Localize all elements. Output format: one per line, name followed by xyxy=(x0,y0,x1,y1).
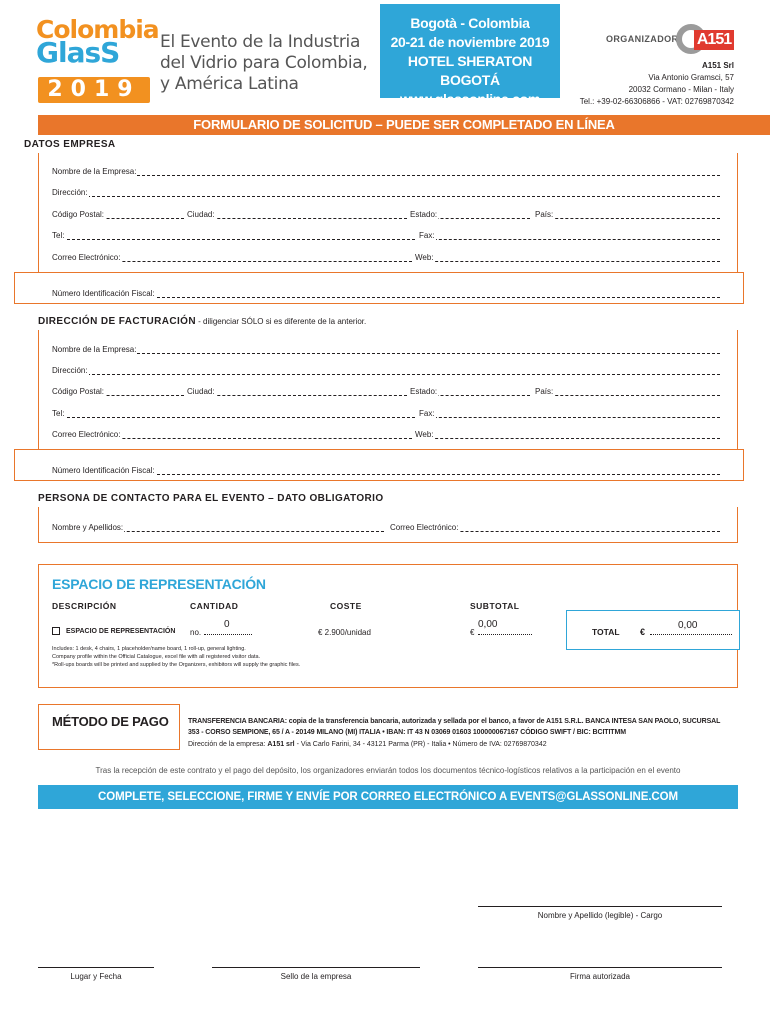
signature-line-nombre[interactable] xyxy=(478,906,722,907)
espacio-item-label: ESPACIO DE REPRESENTACIÓN xyxy=(66,627,176,635)
cta-bar: COMPLETE, SELECCIONE, FIRME Y ENVÍE POR CORREO ELECTRÓNICO A EVENTS@GLASSONLINE.COM xyxy=(38,785,738,809)
empresa-estado-field[interactable] xyxy=(410,209,530,220)
coste-value: € 2.900/unidad xyxy=(318,628,371,637)
contacto-nombre-label: Nombre y Apellidos: xyxy=(52,523,124,532)
signature-line-lugar[interactable] xyxy=(38,967,154,968)
signature-line-sello[interactable] xyxy=(212,967,420,968)
event-website[interactable]: www.glassonline.com xyxy=(399,91,541,107)
contacto-correo-label: Correo Electrónico: xyxy=(390,523,459,532)
factura-pais-field[interactable] xyxy=(535,386,720,397)
factura-codigo-postal-label: Código Postal: xyxy=(52,387,105,396)
factura-direccion-label: Dirección: xyxy=(52,366,88,375)
tagline-line-1: El Evento de la Industria xyxy=(160,32,361,52)
factura-tel-label: Tel: xyxy=(52,409,65,418)
signature-label-lugar: Lugar y Fecha xyxy=(70,972,122,981)
signature-label-firma: Firma autorizada xyxy=(569,972,631,981)
section-label-contacto: PERSONA DE CONTACTO PARA EL EVENTO – DATO OBLIGATORIO xyxy=(38,493,384,504)
colombia-glass-logo xyxy=(36,15,159,105)
event-venue: HOTEL SHERATON BOGOTÁ xyxy=(407,53,533,88)
factura-nombre-label: Nombre de la Empresa: xyxy=(52,345,137,354)
empresa-ciudad-label: Ciudad: xyxy=(187,210,215,219)
espacio-notes xyxy=(52,645,300,669)
empresa-nif-field[interactable] xyxy=(52,288,720,299)
factura-estado-field[interactable] xyxy=(410,386,530,397)
factura-web-field[interactable] xyxy=(415,429,720,440)
pago-address-rest: - Via Carlo Farini, 34 - 43121 Parma (PR) - Italia • Número de IVA: 02769870342 xyxy=(294,741,547,748)
empresa-fax-field[interactable] xyxy=(419,230,720,241)
col-head-coste: COSTE xyxy=(330,601,362,611)
organizer-info xyxy=(580,60,734,108)
organizer-label: ORGANIZADOR xyxy=(606,34,679,44)
subtotal-value: 0,00 xyxy=(478,619,498,630)
empresa-correo-label: Correo Electrónico: xyxy=(52,253,121,262)
empresa-estado-label: Estado: xyxy=(410,210,438,219)
organizer-address: Via Antonio Gramsci, 57 xyxy=(648,73,734,82)
factura-web-label: Web: xyxy=(415,430,434,439)
col-head-descripcion: DESCRIPCIÓN xyxy=(52,601,117,611)
signature-label-nombre: Nombre y Apellido (legible) - Cargo xyxy=(537,911,663,920)
factura-correo-field[interactable] xyxy=(52,429,412,440)
total-line xyxy=(650,634,732,635)
pago-title: MÉTODO DE PAGO xyxy=(52,714,169,729)
cantidad-input-line[interactable] xyxy=(204,634,252,635)
logo-line-2: GlasS xyxy=(36,36,120,69)
pago-address-company: A151 srl xyxy=(267,741,295,748)
tagline-line-2: del Vidrio para Colombia, xyxy=(160,53,368,73)
factura-estado-label: Estado: xyxy=(410,387,438,396)
a151-logo-text: A151 xyxy=(694,30,734,50)
signature-label-sello: Sello de la empresa xyxy=(280,972,352,981)
espacio-note-1: Includes: 1 desk, 4 chairs, 1 placeholder/name board, 1 roll-up, general lighting. xyxy=(52,646,246,652)
a151-logo xyxy=(676,24,734,54)
form-title-bar: FORMULARIO DE SOLICITUD – PUEDE SER COMPLETADO EN LÍNEA xyxy=(38,115,770,135)
pago-address-prefix: Dirección de la empresa: xyxy=(188,741,268,748)
empresa-correo-field[interactable] xyxy=(52,252,412,263)
facturacion-label: DIRECCIÓN DE FACTURACIÓN xyxy=(38,316,196,327)
empresa-codigo-postal-field[interactable] xyxy=(52,209,184,220)
factura-nif-label: Número Identificación Fiscal: xyxy=(52,466,155,475)
subtotal-currency: € xyxy=(470,628,475,637)
empresa-direccion-field[interactable] xyxy=(52,187,720,198)
cantidad-value[interactable]: 0 xyxy=(224,619,230,630)
empresa-nif-label: Número Identificación Fiscal: xyxy=(52,289,155,298)
contacto-nombre-field[interactable] xyxy=(52,522,384,533)
cantidad-prefix: no. xyxy=(190,628,202,637)
event-city: Bogotà - Colombia xyxy=(410,15,530,31)
factura-tel-field[interactable] xyxy=(52,408,415,419)
factura-fax-field[interactable] xyxy=(419,408,720,419)
empresa-nombre-label: Nombre de la Empresa: xyxy=(52,167,137,176)
total-label: TOTAL xyxy=(592,627,620,637)
tagline-line-3: y América Latina xyxy=(160,74,299,94)
organizer-name: A151 Srl xyxy=(701,61,734,70)
espacio-note-3: *Roll-ups boards will be printed and supplied by the Organizers, exhibitors will supply the graphic files. xyxy=(52,662,301,668)
espacio-note-2: Company profile within the Official Catalogue, excel file with all registered visitor data. xyxy=(52,654,261,660)
empresa-tel-label: Tel: xyxy=(52,231,65,240)
pago-address xyxy=(188,741,547,748)
logo-line-1: Colombia xyxy=(36,15,159,44)
total-value: 0,00 xyxy=(678,620,698,631)
subtotal-line xyxy=(478,634,532,635)
event-dates: 20-21 de noviembre 2019 xyxy=(390,34,550,50)
col-head-subtotal: SUBTOTAL xyxy=(470,601,520,611)
col-head-cantidad: CANTIDAD xyxy=(190,601,239,611)
empresa-codigo-postal-label: Código Postal: xyxy=(52,210,105,219)
empresa-fax-label: Fax: xyxy=(419,231,435,240)
factura-direccion-field[interactable] xyxy=(52,365,720,376)
pago-text: TRANSFERENCIA BANCARIA: copia de la transferencia bancaria, autorizada y sellada por el banco, a favor de A151 S.R.L. BANCA INTESA SAN PAOLO, SUCURSAL 353 - CORSO SEMPIONE, 65 / A - 20149 MILANO (MI) ITALIA • IBAN: IT 43 N 03069 01603 100000067167 CÓDIGO SWIFT / BIC: BCITITMM xyxy=(188,718,721,736)
total-currency: € xyxy=(640,627,646,637)
event-tagline xyxy=(160,32,367,95)
factura-correo-label: Correo Electrónico: xyxy=(52,430,121,439)
section-label-datos-empresa: DATOS EMPRESA xyxy=(24,139,116,150)
after-note: Tras la recepción de este contrato y el pago del depósito, los organizadores enviarán todos los documentos técnico-logísticos relativos a la participación en el evento xyxy=(95,766,681,775)
empresa-pais-field[interactable] xyxy=(535,209,720,220)
empresa-nombre-field[interactable] xyxy=(52,166,720,177)
signature-line-firma[interactable] xyxy=(478,967,722,968)
facturacion-note: - diligenciar SÓLO si es diferente de la anterior. xyxy=(195,317,367,326)
factura-nombre-field[interactable] xyxy=(52,344,720,355)
logo-year: 2019 xyxy=(38,77,150,103)
factura-nif-field[interactable] xyxy=(52,465,720,476)
organizer-contact: Tel.: +39-02-66306866 - VAT: 02769870342 xyxy=(579,97,734,106)
espacio-title: ESPACIO DE REPRESENTACIÓN xyxy=(52,576,266,592)
empresa-ciudad-field[interactable] xyxy=(187,209,407,220)
event-info-box xyxy=(380,4,560,107)
organizer-city: 20032 Cormano - Milan - Italy xyxy=(628,85,734,94)
espacio-item xyxy=(52,627,175,635)
espacio-checkbox[interactable] xyxy=(52,627,60,635)
factura-ciudad-label: Ciudad: xyxy=(187,387,215,396)
factura-codigo-postal-field[interactable] xyxy=(52,386,184,397)
empresa-web-label: Web: xyxy=(415,253,434,262)
factura-ciudad-field[interactable] xyxy=(187,386,407,397)
factura-fax-label: Fax: xyxy=(419,409,435,418)
section-label-facturacion xyxy=(38,316,366,327)
contacto-correo-field[interactable] xyxy=(390,522,720,533)
factura-pais-label: País: xyxy=(535,387,554,396)
empresa-web-field[interactable] xyxy=(415,252,720,263)
empresa-pais-label: País: xyxy=(535,210,554,219)
empresa-tel-field[interactable] xyxy=(52,230,415,241)
empresa-direccion-label: Dirección: xyxy=(52,188,88,197)
